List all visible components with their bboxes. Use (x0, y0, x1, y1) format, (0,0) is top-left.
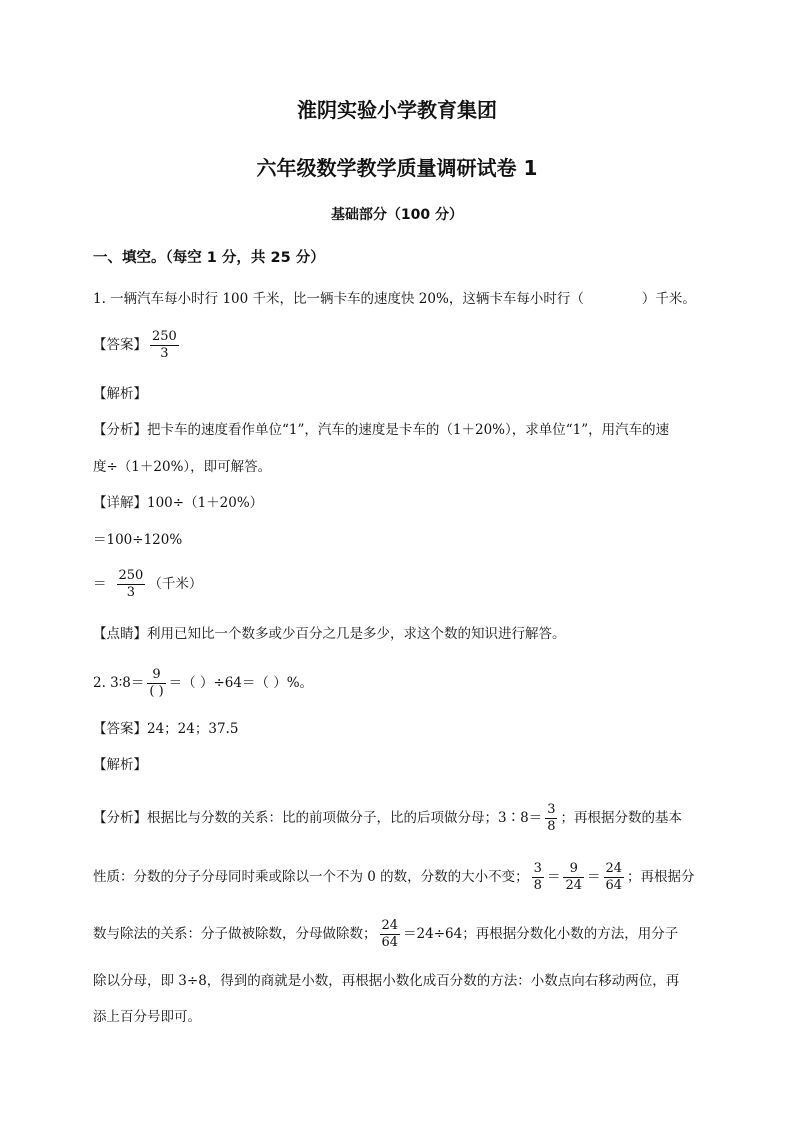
q1-stem (93, 289, 696, 309)
q2-stem-text: 2. 3∶8＝ (93, 675, 145, 691)
unit-text: （千米） (148, 576, 203, 592)
point-label: 【点睛】 (93, 626, 147, 642)
fraction-denominator: 3 (126, 585, 136, 600)
fraction-numerator: 3 (533, 861, 542, 876)
fraction-numerator: 250 (118, 568, 144, 583)
fraction-numerator: 24 (605, 861, 623, 876)
fraction-3-8 (532, 861, 544, 894)
fraction-numerator: 9 (569, 861, 578, 876)
point-text: 利用已知比一个数多或少百分之几是多少，求这个数的知识进行解答。 (147, 626, 566, 642)
exam-title: 六年级数学教学质量调研试卷 1 (256, 156, 538, 180)
q2-stem-fraction (147, 667, 165, 700)
answer-label: 【答案】 (93, 337, 147, 353)
q1-analysis-label: 【解析】 (93, 386, 147, 402)
q1-stem-text: 1. 一辆汽车每小时行 100 千米，比一辆卡车的速度快 20%，这辆卡车每小时行（ (93, 291, 584, 307)
q2-stem-tail: ＝（ ）÷64＝（ ）%。 (168, 675, 314, 691)
q1-detail-line2: ＝100÷120% (93, 532, 183, 548)
q2-fenxi-line5: 添上百分号即可。 (93, 1009, 201, 1025)
q1-detail-fraction (117, 568, 146, 601)
q2-stem (93, 667, 313, 700)
q1-stem-tail: ）千米。 (641, 291, 696, 307)
equals-sign: ＝ (546, 869, 561, 885)
fenxi-label: 【分析】 (93, 810, 147, 826)
fenxi-label: 【分析】 (93, 422, 147, 438)
fenxi-text: 性质：分数的分子分母同时乘或除以一个不为 0 的数，分数的大小不变； (93, 869, 529, 885)
fenxi-tail: ＝24÷64；再根据分数化小数的方法，用分子 (403, 926, 679, 942)
fenxi-tail: ；再根据分 (627, 869, 695, 885)
detail-label: 【详解】 (93, 495, 147, 511)
fenxi-text: 根据比与分数的关系：比的前项做分子，比的后项做分母；3∶8＝ (147, 810, 543, 826)
fraction-numerator: 9 (152, 667, 161, 682)
fraction-24-64 (604, 861, 625, 894)
q2-fenxi-line2 (93, 861, 695, 894)
fraction-9-24 (563, 861, 584, 894)
fraction-denominator: 64 (605, 878, 623, 893)
fraction-numerator: 250 (152, 329, 177, 344)
q2-fenxi-line4: 除以分母，即 3÷8，得到的商就是小数，再根据小数化成百分数的方法：小数点向右移动两位，再 (93, 973, 680, 989)
fraction-denominator: ( ) (149, 684, 164, 699)
equals-sign: ＝ (93, 576, 107, 592)
detail-text: 100÷（1＋20%） (147, 495, 264, 511)
fenxi-tail: ；再根据分数的基本 (560, 810, 682, 826)
fraction-denominator: 24 (565, 878, 582, 893)
q1-detail-line3 (93, 568, 202, 601)
q2-fenxi-line1 (93, 802, 682, 835)
q1-fenxi-line1 (93, 420, 669, 440)
fraction-numerator: 3 (547, 802, 556, 817)
q1-answer (93, 329, 182, 362)
q1-answer-fraction (150, 329, 179, 362)
fraction-numerator: 24 (381, 918, 399, 933)
q2-answer-text: 24；24；37.5 (147, 721, 239, 737)
fraction-denominator: 64 (381, 935, 399, 950)
answer-label: 【答案】 (93, 721, 147, 737)
fraction-denominator: 8 (533, 878, 542, 893)
equals-sign: ＝ (587, 869, 601, 885)
fenxi-text: 数与除法的关系：分子做被除数，分母做除数； (93, 926, 377, 942)
q2-answer (93, 719, 238, 739)
q1-detail-line1 (93, 493, 263, 513)
q2-fenxi-line3 (93, 918, 678, 951)
q1-fenxi-line2: 度÷（1＋20%），即可解答。 (93, 459, 272, 475)
fraction-3-8 (545, 802, 557, 835)
fraction-denominator: 8 (547, 819, 556, 834)
school-title: 淮阴实验小学教育集团 (297, 98, 497, 122)
q2-analysis-label: 【解析】 (93, 757, 147, 773)
fraction-denominator: 3 (160, 346, 169, 361)
q1-point (93, 624, 566, 644)
fraction-24-64 (380, 918, 401, 951)
fenxi-text: 把卡车的速度看作单位“1”，汽车的速度是卡车的（1＋20%），求单位“1”，用汽车的速 (147, 422, 670, 438)
section-heading: 一、填空。（每空 1 分，共 25 分） (93, 250, 325, 266)
part-label: 基础部分（100 分） (330, 207, 464, 223)
